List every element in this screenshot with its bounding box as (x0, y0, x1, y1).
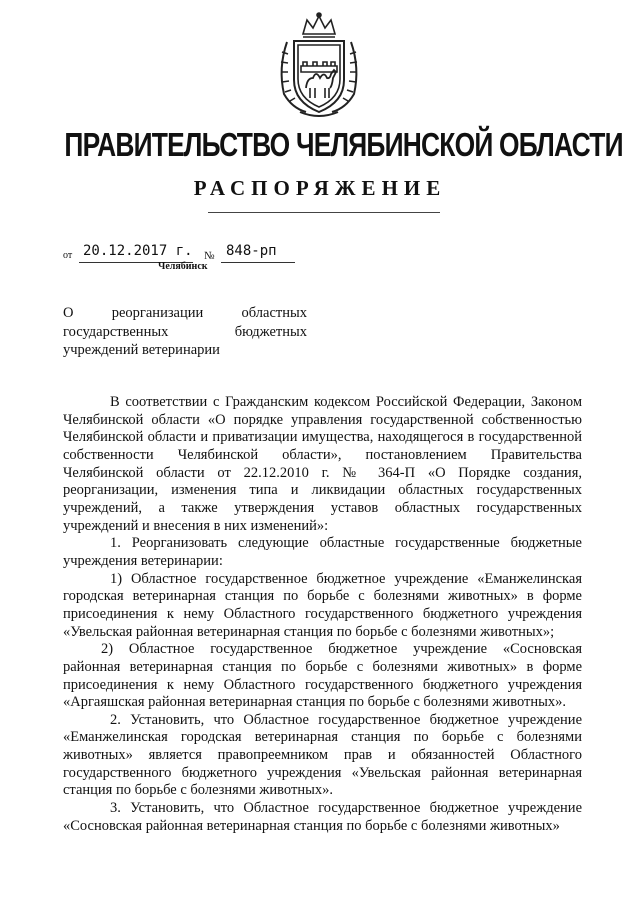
number-prefix: № (204, 250, 215, 262)
document-number: 848-рп (226, 243, 277, 259)
document-subject (63, 304, 307, 360)
number-underline (221, 262, 295, 263)
document-city: Челябинск (158, 261, 208, 272)
date-prefix: от (63, 250, 73, 261)
body-paragraph: 1. Реорганизовать следующие областные государственные бюджетные учреждения ветеринарии: (63, 535, 582, 569)
organization-title: ПРАВИТЕЛЬСТВО ЧЕЛЯБИНСКОЙ ОБЛАСТИ (64, 126, 623, 163)
subject-line: государственных бюджетных (63, 323, 307, 340)
coat-of-arms-emblem (270, 8, 368, 120)
body-paragraph: 2. Установить, что Областное государственное бюджетное учреждение «Еманжелинская городская ветеринарная станция по борьбе с болезнями животных» является правопреемником прав и обязанностей Областного государственного бюджетного учреждения «Увельская районная ветеринарная станция по борьбе с болезнями животных». (63, 711, 582, 799)
subject-line: О реорганизации областных (63, 305, 307, 321)
document-type-heading: РАСПОРЯЖЕНИЕ (193, 176, 447, 200)
body-paragraph: 2) Областное государственное бюджетное учреждение «Сосновская районная ветеринарная станция по борьбе с болезнями животных» в форме присоединения к нему Областного государственного бюджетного учреждения «Аргаяшская районная ветеринарная станция по борьбе с болезнями животных». (63, 641, 582, 711)
document-date: 20.12.2017 г. (83, 243, 193, 259)
body-paragraph: 3. Установить, что Областное государственное бюджетное учреждение «Сосновская районная ветеринарная станция по борьбе с болезнями животных» (63, 800, 582, 834)
body-paragraph: В соответствии с Гражданским кодексом Российской Федерации, Законом Челябинской области «О порядке управления государственной собственностью Челябинской области и приватизации имущества, находящегося в государственной собственности Челябинской области», постановлением Правительства Челябинской области от 22.12.2010 г. № 364-П «О Порядке создания, реорганизации, изменения типа и ликвидации областных государственных учреждений, а также утверждения уставов областных государственных учреждений и внесения в них изменений»: (63, 394, 582, 534)
subject-line: учреждений ветеринарии (63, 342, 220, 358)
document-body (63, 394, 582, 835)
header-divider (208, 212, 440, 213)
document-date-number-line (63, 243, 303, 263)
body-paragraph: 1) Областное государственное бюджетное учреждение «Еманжелинская городская ветеринарная станция по борьбе с болезнями животных» в форме присоединения к нему Областного государственного бюджетного учреждения «Увельская районная ветеринарная станция по борьбе с болезнями животных»; (63, 570, 582, 640)
